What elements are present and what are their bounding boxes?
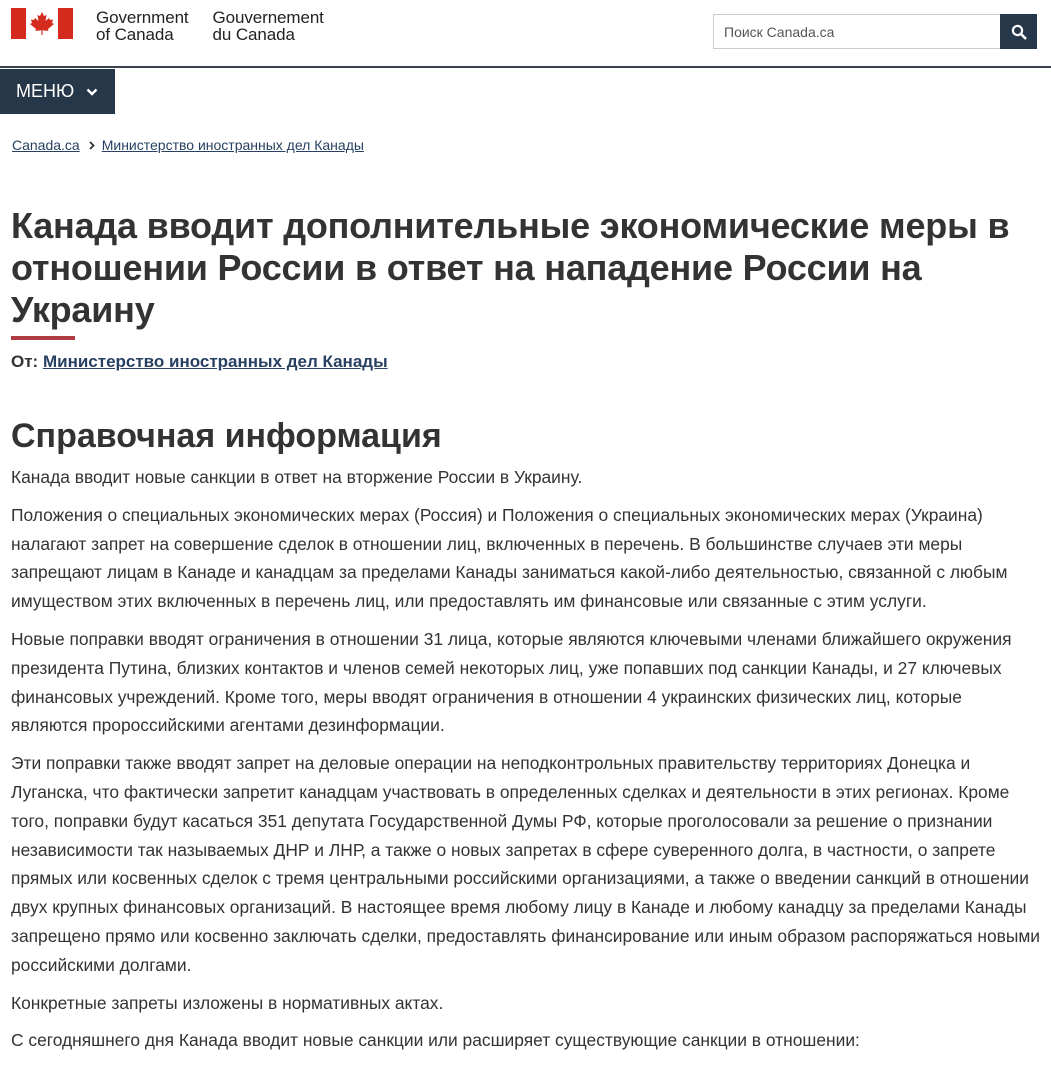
main-content — [11, 205, 1041, 1055]
gov-name-fr — [213, 9, 324, 43]
gov-name-fr-line1: Gouvernement — [212, 8, 324, 27]
page-title: Канада вводит дополнительные экономические меры в отношении России в ответ на нападение России на Украину — [11, 205, 1010, 330]
byline-label: От: — [11, 352, 39, 371]
search-icon — [1011, 24, 1027, 40]
government-signature[interactable] — [11, 8, 324, 43]
paragraph: Новые поправки вводят ограничения в отношении 31 лица, которые являются ключевыми членами ближайшего окружения президента Путина, близких контактов и членов семей некоторых лиц, уже попавших под санкции Канады, и 27 ключевых финансовых учреждений. Кроме того, меры вводят ограничения в отношении 4 украинских физических лиц, которые являются пророссийскими агентами дезинформации. — [11, 628, 1012, 736]
menu-bar — [0, 69, 115, 114]
byline-link[interactable]: Министерство иностранных дел Канады — [42, 352, 388, 371]
title-underline — [11, 336, 75, 340]
canada-flag-icon — [11, 8, 73, 39]
search-input[interactable] — [713, 14, 1000, 49]
search-form — [713, 14, 1037, 49]
breadcrumb — [12, 137, 364, 153]
breadcrumb-link-ministry[interactable]: Министерство иностранных дел Канады — [101, 137, 364, 153]
site-header — [0, 0, 1051, 68]
paragraph: Конкретные запреты изложены в нормативных актах. — [11, 992, 444, 1013]
paragraph: С сегодняшнего дня Канада вводит новые санкции или расширяет существующие санкции в отношении: — [11, 1030, 860, 1051]
breadcrumb-link-canada[interactable]: Canada.ca — [12, 137, 80, 153]
menu-label: МЕНЮ — [16, 81, 75, 101]
chevron-right-icon — [89, 141, 95, 150]
chevron-down-icon — [86, 88, 98, 96]
gov-name-en-line1: Government — [96, 8, 189, 27]
paragraph: Канада вводит новые санкции в ответ на вторжение России в Украину. — [11, 467, 583, 487]
menu-button[interactable] — [0, 69, 115, 114]
paragraph: Эти поправки также вводят запрет на деловые операции на неподконтрольных правительству территориях Донецка и Луганска, что фактически запретит канадцам участвовать в определенных сделках и деятельности в этих регионах. Кроме того, поправки будут касаться 351 депутата Государственной Думы РФ, которые проголосовали за решение о признании независимости так называемых ДНР и ЛНР, а также о новых запретах в сфере суверенного долга, в частности, о запрете прямых или косвенных сделок с тремя центральными российскими организациями, а также о введении санкций в отношении двух крупных финансовых организаций. В настоящее время любому лицу в Канаде и любому канадцу за пределами Канады запрещено прямо или косвенно заключать сделки, предоставлять финансирование или иным образом распоряжаться новыми российскими долгами. — [11, 753, 1041, 975]
gov-name-en — [96, 9, 189, 43]
search-button[interactable] — [1000, 14, 1037, 49]
section-heading: Справочная информация — [11, 417, 442, 455]
gov-name-en-line2: of Canada — [96, 25, 174, 44]
paragraph: Положения о специальных экономических мерах (Россия) и Положения о специальных экономических мерах (Украина) налагают запрет на совершение сделок в отношении лиц, включенных в перечень. В большинстве случаев эти меры запрещают лицам в Канаде и канадцам за пределами Канады заниматься какой-либо деятельностью, связанной с любым имуществом этих включенных в перечень лиц, или предоставлять им финансовые или связанные с этим услуги. — [11, 504, 1008, 612]
byline — [11, 352, 1041, 372]
gov-name-fr-line2: du Canada — [212, 25, 295, 44]
